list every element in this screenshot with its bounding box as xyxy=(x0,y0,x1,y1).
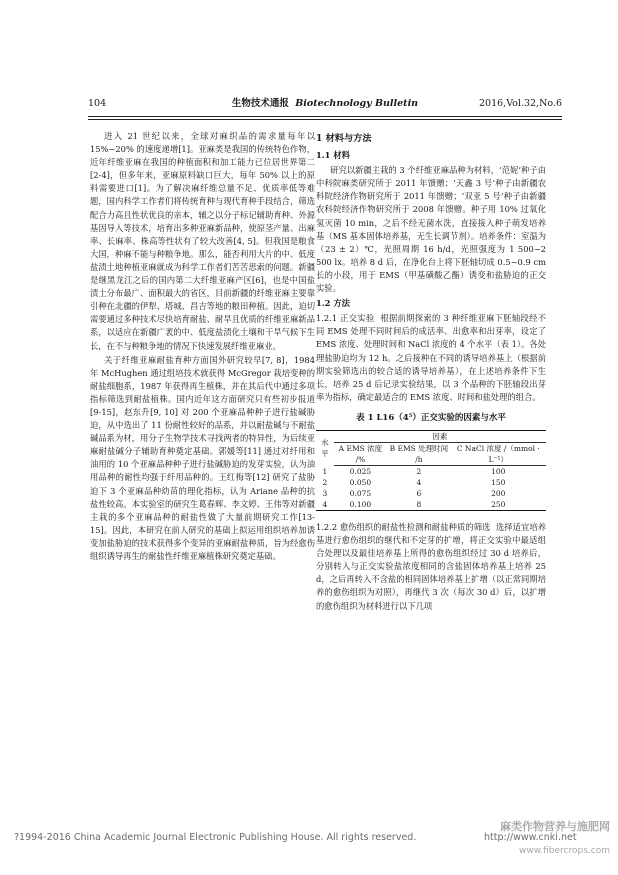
cnki-link[interactable]: http://www.cnki.net xyxy=(484,832,577,843)
table-row xyxy=(316,488,546,499)
callus-salt-tolerance-heading: 1.2.2 愈伤组织的耐盐性检测和耐盐种质的筛选 xyxy=(316,521,491,532)
table-header-ems-concentration: A EMS 浓度 /% xyxy=(334,442,387,465)
table-caption: 表 1 L16（4⁵）正交实验的因素与水平 xyxy=(356,412,506,423)
journal-title-cn: 生物技术通报 xyxy=(231,98,289,109)
table-cell: 4 xyxy=(416,477,422,487)
watermark-text: 麻类作物营养与施肥网 xyxy=(500,820,610,833)
table-row xyxy=(316,499,546,511)
left-column xyxy=(90,130,315,563)
subsection-heading-methods: 1.2 方法 xyxy=(316,298,350,309)
journal-title-en: Biotechnology Bulletin xyxy=(295,98,419,109)
table-cell: 150 xyxy=(491,477,506,487)
subsection-heading-materials: 1.1 材料 xyxy=(316,150,350,161)
issue-info: 2016,Vol.32,No.6 xyxy=(479,98,562,109)
table-row xyxy=(316,465,546,477)
table-cell: 3 xyxy=(322,488,328,498)
running-header xyxy=(88,96,562,112)
table-cell: 100 xyxy=(491,466,506,476)
table-header-ems-time: B EMS 处理时间 /h xyxy=(387,442,450,465)
table-cell: 0.050 xyxy=(349,477,372,487)
watermark xyxy=(500,818,610,856)
table-header-factor-group: 因素 xyxy=(334,430,546,442)
header-rule-thin xyxy=(88,119,562,120)
table-cell: 6 xyxy=(416,488,422,498)
table-header-level: 水平 xyxy=(316,430,334,465)
orthogonal-experiment-heading: 1.2.1 正交实验 xyxy=(316,313,375,324)
table-cell: 2 xyxy=(416,466,422,476)
table-cell: 1 xyxy=(322,466,328,476)
table-cell: 2 xyxy=(322,477,328,487)
table-header-nacl-concentration: C NaCl 浓度 /（mmol · L⁻¹） xyxy=(451,442,546,465)
table-cell: 0.075 xyxy=(349,488,372,498)
header-rule xyxy=(88,116,562,117)
factor-level-table xyxy=(316,430,546,511)
table-cell: 0.025 xyxy=(349,466,372,476)
orthogonal-experiment-text: 根据前期探索的 3 种纤维亚麻下胚轴段经不同 EMS 处理不同时间后的成活率、出愈率和出芽率，设定了 EMS 浓度、处理时间和 NaCl 浓度的 4 个水平（表 1）。各处理盐胁迫均为 12 h。之后接种在不同的诱导培养基上（根据前期实验筛选出的较合适的诱导培养基），在上述培养条件下生长，培养 25 d 后记录实验结果，以 3 个品种的下胚轴段出芽率为指标，确定最适合的 EMS 浓度、时间和盐处理的组合。 xyxy=(316,313,546,402)
table-row xyxy=(316,477,546,488)
orthogonal-experiment-paragraph xyxy=(316,312,546,404)
callus-salt-tolerance-text: 选择适宜培养基进行愈伤组织的继代和不定芽的扩增，将正交实验中最适组合处理以及最佳培养基上所得的愈伤组织经过 30 d 培养后，分别转入与正交实验盐浓度相同的含盐固体培养基上培养 25 d，之后再转入不含盐的相同固体培养基上扩增（以正常同期培养的愈伤组织为对照），再继代 3 次（每次 30 d）后，以扩增的愈伤组织为材料进行以下几项 xyxy=(316,521,546,611)
table-cell: 8 xyxy=(387,499,450,511)
callus-salt-tolerance-paragraph xyxy=(316,521,546,613)
table-cell: 0.100 xyxy=(334,499,387,511)
right-column xyxy=(316,130,546,613)
copyright-notice: ?1994-2016 China Academic Journal Electronic Publishing House. All rights reserved. xyxy=(14,832,417,843)
table-cell: 250 xyxy=(451,499,546,511)
table-cell: 4 xyxy=(316,499,334,511)
table-cell: 200 xyxy=(491,488,506,498)
watermark-url: www.fibercrops.com xyxy=(519,846,610,856)
section-heading-materials-methods: 1 材料与方法 xyxy=(316,133,372,144)
intro-paragraph-2: 关于纤维亚麻耐盐育种方面国外研究较早[7, 8]，1984 年 McHughen 通过组培技术就获得 McGregor 栽培变种的耐盐细胞系，1987 年获得再生植株，并在其后代中通过多项指标筛选到耐盐植株。国内近年这方面研究只有些初步报道[9-15]，赵东升[9, 10] 对 200 个亚麻品种种子进行盐碱胁迫，从中选出了 11 份耐性较好的品系，并以耐盐碱与不耐盐碱品系为材，用分子生物学技术寻找两者的特异性，为后续亚麻耐盐碱分子辅助育种奠定基础。郭媛等[11] 通过对纤用和油用的 10 个亚麻品种种子进行盐碱胁迫的发芽实验，认为油用品种的耐性均强于纤用品种的。王红梅等[12] 研究了盐胁迫下 3 个亚麻品种幼苗的理化指标，认为 Ariane 品种的抗盐性较高。本实验室的研究生葛春辉、李文婷、王伟等对新疆主栽的多个亚麻品种的耐盐性做了大量前期研究工作[13-15]。因此，本研究在前人研究的基础上拟运用组织培养加诱变加盐胁迫的技术获得多个变异的亚麻耐盐种质，旨为经愈伤组织诱导再生的耐盐性纤维亚麻植株研究奠定基础。 xyxy=(90,354,315,561)
intro-paragraph-1: 进入 21 世纪以来，全球对麻织品的需求量每年以 15%~20% 的速度递增[1]。亚麻类是我国的传统特色作物，近年纤维亚麻在我国的种植面积和加工能力已位居世界第二[2-4]，但多年来，亚麻原料缺口巨大，每年 50% 以上的原料需要进口[1]。为了解决麻纤维总量不足、优质率低等难题，国内科学工作者们将传统育种与现代育种手段结合，筛选配合力高且性状优良的亲本，辅之以分子标记辅助育种、外源基因导入等技术，培育出多种亚麻新品种，使原茎产量、出麻率、长麻率、株高等性状有了较大改善[4, 5]。但我国是粮食大国，种麻不能与种粮争地。那么，能否利用大片的中、低度盐渍土地种植亚麻就成为科学工作者们苦苦思索的问题。新疆是继黑龙江之后的国内第二大纤维亚麻产区[6]，也是中国盐渍土分布最广、面积最大的省区，目前新疆的纤维亚麻主要靠引种在北疆的伊犁、塔城、昌吉等地的粮田种植。因此，迫切需要通过多种技术尽快培育耐盐、耐旱且优质的纤维亚麻新品系，以适应在新疆广袤的中、低度盐渍化土壤和干旱气候下生长，在不与种粮争地的情况下快速发展纤维亚麻业。 xyxy=(90,131,315,351)
materials-paragraph: 研究以新疆主栽的 3 个纤维亚麻品种为材料，‘范妮’种子由中科院麻类研究所于 2011 年馈赠；‘天鑫 3 号’种子由新疆农科院经济作物研究所于 2011 年馈赠；‘双亚 5 号’种子由新疆农科院经济作物研究所于 2008 年馈赠。种子用 10% 过氧化氢灭菌 10 min，之后不经无菌水洗，直接接入种子萌发培养基（MS 基本固体培养基，无生长调节剂）。培养条件：室温为（23 ± 2）℃，光照周期 16 h/d，光照强度为 1 500~2 500 lx。培养 8 d 后，在净化台上将下胚轴切成 0.5~0.9 cm 长的小段，用于 EMS（甲基磺酸乙酯）诱变和盐胁迫的正交实验。 xyxy=(316,165,546,294)
page-number: 104 xyxy=(88,98,107,109)
